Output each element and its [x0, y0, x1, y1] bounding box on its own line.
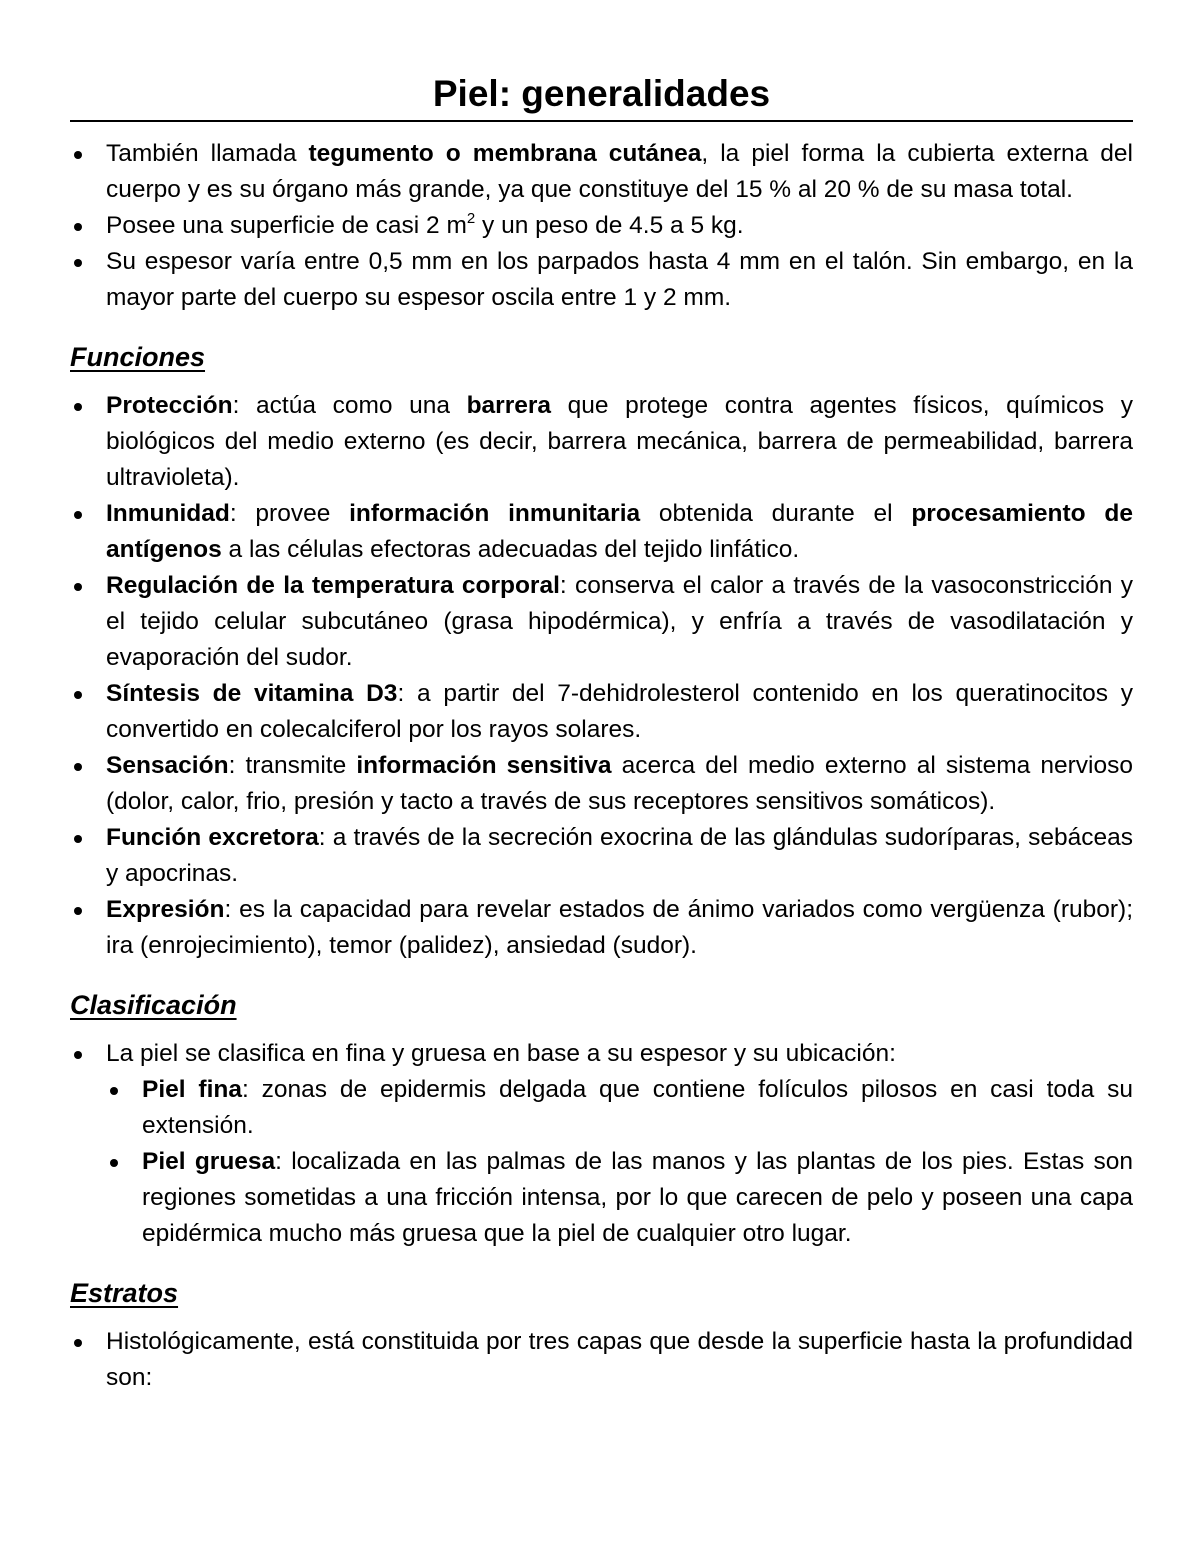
item-text: : actúa como una [232, 392, 467, 419]
list-item-excretora [70, 820, 1133, 892]
document-page [70, 72, 1133, 1396]
item-text: : a través de la secreción exocrina de las glándulas sudoríparas, sebáceas y apocrinas. [106, 824, 1133, 887]
item-bold: Función excretora [106, 824, 319, 851]
bullet-icon [74, 223, 82, 231]
item-text: y un peso de 4.5 a 5 kg. [475, 212, 744, 239]
list-item-sensacion [70, 748, 1133, 820]
item-text: : transmite [228, 752, 357, 779]
bullet-icon [74, 259, 82, 267]
list-item-piel-gruesa [70, 1144, 1133, 1252]
item-text: a las células efectoras adecuadas del tejido linfático. [221, 536, 800, 563]
item-bold: Piel gruesa [142, 1148, 276, 1175]
section-heading-estratos: Estratos [70, 1278, 179, 1308]
item-bold: Regulación de la temperatura corporal [106, 572, 560, 599]
title-divider [70, 120, 1133, 122]
item-bold: tegumento o membrana cutánea [308, 140, 702, 167]
item-text: La piel se clasifica en fina y gruesa en base a su espesor y su ubicación: [106, 1040, 896, 1067]
item-text: : localizada en las palmas de las manos y las plantas de los pies. Estas son regiones sometidas a una fricción intensa, por lo que carecen de pelo y poseen una capa epidérmica mucho más gruesa que la piel de cualquier otro lugar. [142, 1148, 1133, 1247]
list-item-expresion [70, 892, 1133, 964]
item-text: Su espesor varía entre 0,5 mm en los parpados hasta 4 mm en el talón. Sin embargo, en la mayor parte del cuerpo su espesor oscila entre 1 y 2 mm. [106, 248, 1133, 311]
bullet-icon [74, 511, 82, 519]
bullet-icon [74, 1339, 82, 1347]
bullet-icon [74, 583, 82, 591]
bullet-icon [110, 1087, 118, 1095]
bullet-icon [74, 1051, 82, 1059]
item-text: : zonas de epidermis delgada que contiene folículos pilosos en casi toda su extensión. [142, 1076, 1133, 1139]
item-text: : provee [229, 500, 350, 527]
item-text: También llamada [106, 140, 309, 167]
list-item-regulacion [70, 568, 1133, 676]
item-bold: barrera [466, 392, 552, 419]
clasificacion-list [70, 1036, 1133, 1072]
funciones-list [70, 388, 1133, 964]
item-text: : es la capacidad para revelar estados de ánimo variados como vergüenza (rubor); ira (enrojecimiento), temor (palidez), ansiedad (sudor). [106, 896, 1133, 959]
bullet-icon [74, 763, 82, 771]
intro-list [70, 136, 1133, 316]
item-bold: Piel fina [142, 1076, 242, 1103]
list-item-tegumento [70, 136, 1133, 208]
item-bold: Sensación [106, 752, 229, 779]
item-text: : conserva el calor a través de la vasoconstricción y el tejido celular subcutáneo (grasa hipodérmica), y enfría a través de vasodilatación y evaporación del sudor. [106, 572, 1134, 671]
item-text: acerca del medio externo al sistema nervioso (dolor, calor, frio, presión y tacto a través de sus receptores sensitivos somáticos). [106, 752, 1133, 815]
item-bold: información sensitiva [356, 752, 612, 779]
bullet-icon [74, 151, 82, 159]
bullet-icon [74, 835, 82, 843]
item-text: obtenida durante el [640, 500, 912, 527]
bullet-icon [74, 691, 82, 699]
superscript: 2 [466, 210, 476, 227]
list-item-sintesis [70, 676, 1133, 748]
list-item-inmunidad [70, 496, 1133, 568]
item-text: : a partir del 7-dehidrolesterol contenido en los queratinocitos y convertido en colecalciferol por los rayos solares. [106, 680, 1133, 743]
list-item-superficie [70, 208, 1133, 244]
bullet-icon [74, 403, 82, 411]
list-item-espesor [70, 244, 1133, 316]
section-heading-clasificacion: Clasificación [70, 990, 237, 1020]
item-text: Histológicamente, está constituida por tres capas que desde la superficie hasta la profundidad son: [106, 1328, 1133, 1391]
item-bold: información inmunitaria [349, 500, 641, 527]
item-bold: Expresión [106, 896, 225, 923]
list-item-histologicamente [70, 1324, 1133, 1396]
item-text: , la piel forma la cubierta externa del cuerpo y es su órgano más grande, ya que constituye del 15 % al 20 % de su masa total. [106, 140, 1133, 203]
list-item-proteccion [70, 388, 1133, 496]
item-text: que protege contra agentes físicos, químicos y biológicos del medio externo (es decir, barrera mecánica, barrera de permeabilidad, barrera ultravioleta). [106, 392, 1133, 491]
item-text: Posee una superficie de casi 2 m [106, 212, 467, 239]
item-bold: Síntesis de vitamina D3 [106, 680, 398, 707]
bullet-icon [110, 1159, 118, 1167]
section-heading-funciones: Funciones [70, 342, 206, 372]
item-bold: Protección [106, 392, 233, 419]
bullet-icon [74, 907, 82, 915]
item-bold: procesamiento de antígenos [106, 500, 1133, 563]
list-item-piel-fina [70, 1072, 1133, 1144]
estratos-list [70, 1324, 1133, 1396]
list-item-clasifica [70, 1036, 1133, 1072]
page-title: Piel: generalidades [432, 73, 771, 114]
clasificacion-sublist [70, 1072, 1133, 1252]
item-bold: Inmunidad [106, 500, 230, 527]
